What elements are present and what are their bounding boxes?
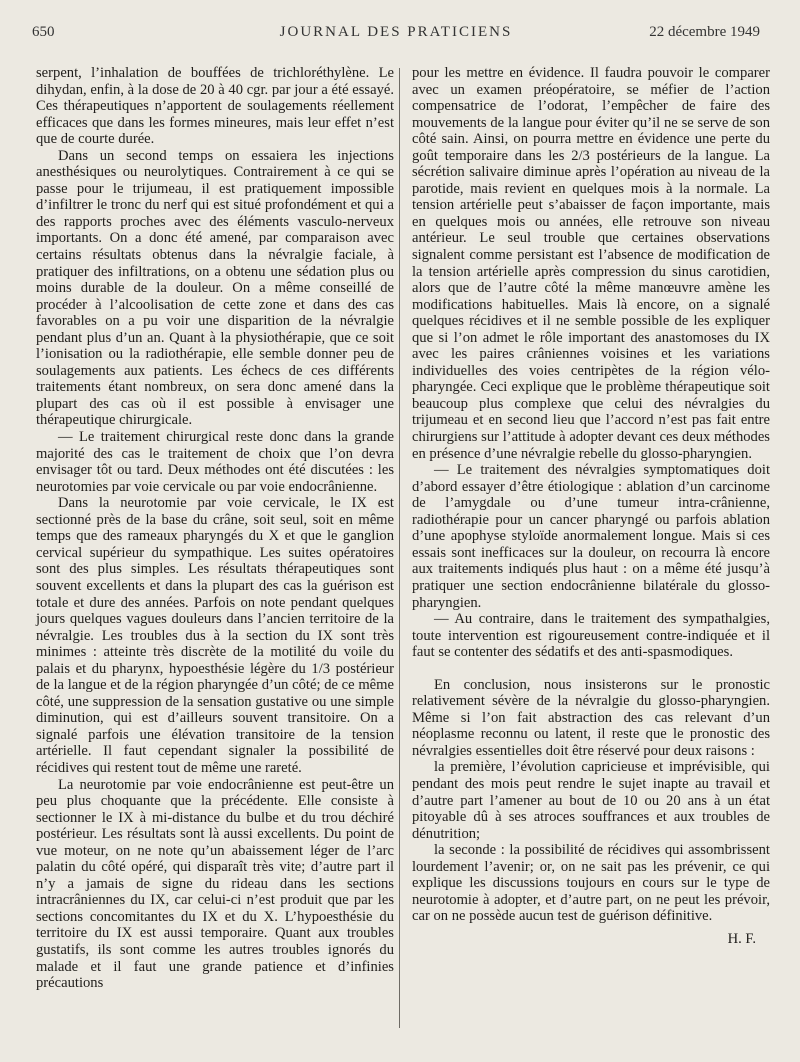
paragraph: serpent, l’inhalation de bouffées de trichloréthylène. Le dihydan, enfin, à la dose de 20 à 40 cgr. par jour a été essayé. Ces thérapeutiques n’apportent de soulagements réellement efficaces que dans les formes mineures, mais leur effet n’est que de courte durée.	[36, 65, 394, 148]
paragraph: — Au contraire, dans le traitement des sympathalgies, toute intervention est rigoureusement contre-indiquée et il faut se contenter des sédatifs et des anti-spasmodiques.	[412, 611, 770, 661]
left-column	[36, 65, 394, 992]
issue-date: 22 décembre 1949	[649, 24, 760, 40]
paragraph: — Le traitement chirurgical reste donc dans la grande majorité des cas le traitement de choix que l’on devra envisager tôt ou tard. Deux méthodes ont été discutées : les neurotomies par voie cervicale ou par voie endocrânienne.	[36, 429, 394, 495]
paragraph: Dans la neurotomie par voie cervicale, le IX est sectionné près de la base du crâne, soit seul, soit en même temps que des rameaux pharyngés du X et que le ganglion cervical supérieur du sympathique. Les suites opératoires sont des plus simples. Les résultats thérapeutiques sont souvent excellents et dans la plupart des cas la guérison est totale et dure des années. Parfois on note pendant quelques jours quelques vagues douleurs dans l’ancien territoire de la névralgie. Les troubles dus à la section du IX sont très minimes : atteinte très discrète de la motilité du voile du palais et du pharynx, hypoesthésie légère du 1/3 postérieur de la langue et de la région pharyngée d’un côté; de ce même côté, une suppression de la sensation gustative ou une simple diminution, qui est d’ailleurs souvent transitoire. On a signalé parfois une élévation transitoire de la tension artérielle. Il faut cependant signaler la possibilité de récidives qui restent tout de même une rareté.	[36, 495, 394, 776]
page-number: 650	[32, 24, 55, 40]
paragraph: En conclusion, nous insisterons sur le pronostic relativement sévère de la névralgie du glosso-pharyngien. Même si l’on fait abstraction des cas relevant d’un néoplasme reconnu ou latent, il reste que le pronostic des névralgies essentielles doit être réservé pour deux raisons :	[412, 676, 770, 759]
right-column	[412, 65, 770, 947]
journal-title: JOURNAL DES PRATICIENS	[279, 24, 513, 40]
paragraph: la seconde : la possibilité de récidives qui assombrissent lourdement l’avenir; or, on ne sait pas les prévenir, ce qui explique les discussions toujours en cours sur le type de neurotomie à adopter, et d’autre part, on ne peut les prévoir, car on ne possède aucun test de guérison définitive.	[412, 842, 770, 925]
paragraph: — Le traitement des névralgies symptomatiques doit d’abord essayer d’être étiologique : ablation d’un carcinome de l’amygdale ou d’une tumeur intra-crânienne, radiothérapie pour un cancer pharyngé ou parfois ablation d’une apophyse styloïde anormalement longue. Mais si ces essais sont inefficaces sur la douleur, on recourra là encore aux traitements indiqués plus haut : on a même été jusqu’à pratiquer une section endocrânienne bilatérale du glosso-pharyngien.	[412, 462, 770, 611]
column-divider	[399, 68, 400, 1028]
paragraph: pour les mettre en évidence. Il faudra pouvoir le comparer avec un examen préopératoire, se méfier de l’action compensatrice de l’odorat, l’empêcher de faire des mouvements de la langue pour éviter qu’il ne se serve de son côté sain. Ainsi, on pourra mettre en évidence une perte du goût temporaire dans les 2/3 postérieurs de la langue. La sécrétion salivaire diminue après l’opération au niveau de la parotide, mais revient en quelques mois à la normale. La tension artérielle peut s’abaisser de façon importante, mais en quelques mois ou années, elle retrouve son niveau antérieur. Le seul trouble que certaines observations signalent comme persistant est l’absence de modification de la tension artérielle après compression du sinus carotidien, alors que de l’autre côté la même manœuvre amène les modifications habituelles. Mais là encore, on a signalé quelques récidives et il ne semble possible de les expliquer que si l’on admet le rôle important des anastomoses du IX avec les paires crâniennes voisines et les variations individuelles des voies centripètes de la région vélo-pharyngée. Ceci explique que le problème thérapeutique soit beaucoup plus complexe que celui des névralgies du trijumeau et en second lieu que l’accord n’est pas fait entre chirurgiens sur l’attitude à adopter devant ces deux méthodes en présence d’une névralgie rebelle du glosso-pharyngien.	[412, 65, 770, 462]
paragraph: la première, l’évolution capricieuse et imprévisible, qui pendant des mois peut rendre le sujet inapte au travail et d’autre part l’amener au bout de 10 ou 20 ans à un état pitoyable dû à ses atroces souffrances et aux troubles de dénutrition;	[412, 759, 770, 842]
running-header	[32, 24, 760, 44]
paragraph: Dans un second temps on essaiera les injections anesthésiques ou neurolytiques. Contrairement à ce qui se passe pour le trijumeau, il est pratiquement impossible d’infiltrer le tronc du nerf qui est situé profondément et qui a des rapports proches avec des éléments vasculo-nerveux importants. On a donc été amené, par comparaison avec certains résultats obtenus dans la névralgie faciale, à pratiquer des infiltrations, on a obtenu une sédation plus ou moins durable de la douleur. On a même conseillé de procéder à l’alcoolisation de cette zone et dans des cas favorables on a pu voir une disparition de la névralgie pendant plus d’un an. Quant à la physiothérapie, que ce soit l’ionisation ou la radiothérapie, elle semble donner peu de soulagements aux patients. Les échecs de ces différents traitements étant nombreux, on sera donc amené dans la plupart des cas où il est possible à envisager une thérapeutique chirurgicale.	[36, 147, 394, 429]
paragraph: La neurotomie par voie endocrânienne est peut-être un peu plus choquante que la précédente. Elle consiste à sectionner le IX à mi-distance du bulbe et du trou déchiré postérieur. Les résultats sont là aussi excellents. Du point de vue moteur, on ne note qu’un abaissement léger de l’arc palatin du côté opéré, qui disparaît très vite; d’autre part il n’y a jamais de signe du rideau dans les sections intracrâniennes du IX, car celui-ci n’est produit que par les sections concomitantes du IX et du X. L’hypoesthésie du territoire du IX est aussi temporaire. Quant aux troubles gustatifs, ils sont comme les autres troubles ignorés du malade et il faut une grande patience et d’infinies précautions	[36, 776, 394, 992]
author-signature: H. F.	[727, 930, 756, 947]
